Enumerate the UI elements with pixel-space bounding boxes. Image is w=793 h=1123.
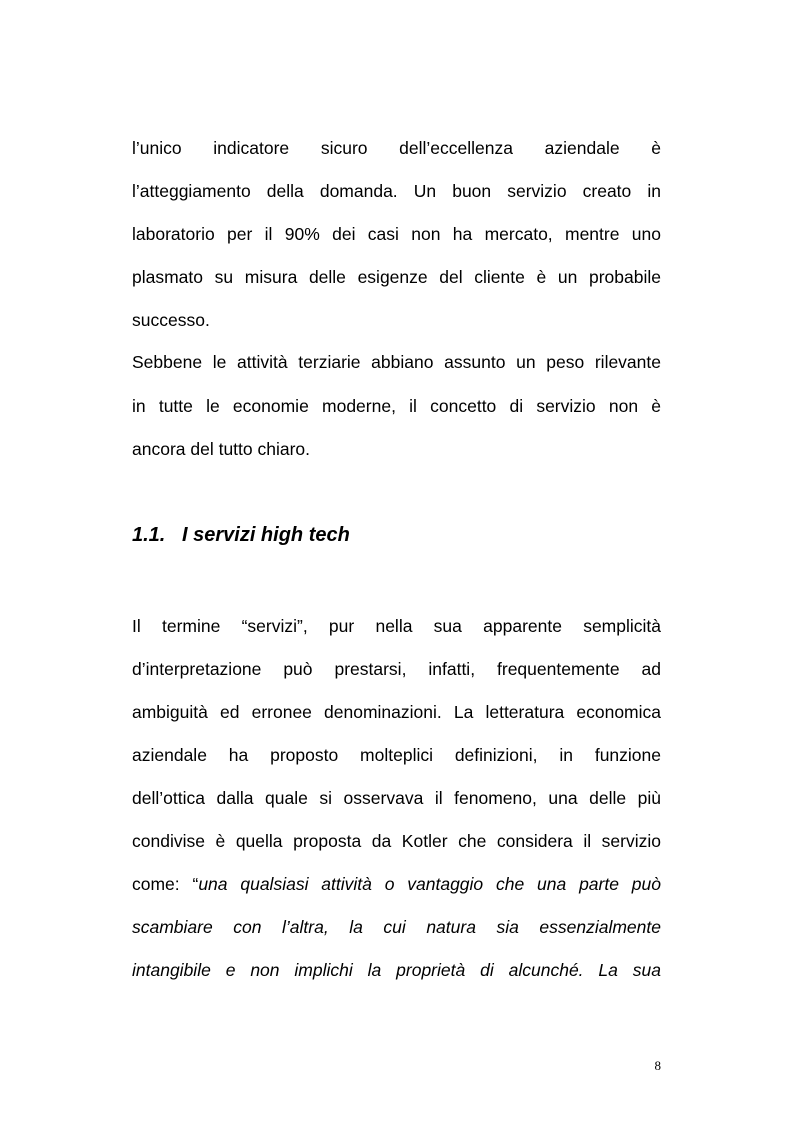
quote-text: una qualsiasi attività o vantaggio che una parte può [198, 874, 661, 894]
quote-intro: come: “ [132, 874, 199, 894]
text-line: Il termine “servizi”, pur nella sua apparente semplicità [132, 616, 661, 636]
section-number: 1.1. [132, 524, 166, 546]
section-heading [132, 522, 350, 548]
section-title: I servizi high tech [182, 524, 350, 546]
text-line: aziendale ha proposto molteplici definizioni, in funzione [132, 745, 661, 765]
text-line: laboratorio per il 90% dei casi non ha mercato, mentre uno [132, 224, 661, 244]
text-line: l’unico indicatore sicuro dell’eccellenza aziendale è [132, 138, 661, 158]
text-line [132, 872, 661, 896]
text-line: ancora del tutto chiaro. [132, 439, 311, 459]
text-line: plasmato su misura delle esigenze del cliente è un probabile [132, 267, 661, 287]
page-number: 8 [654, 1058, 661, 1073]
text-line: l’atteggiamento della domanda. Un buon servizio creato in [132, 181, 661, 201]
text-line: d’interpretazione può prestarsi, infatti, frequentemente ad [132, 659, 661, 679]
text-line: Sebbene le attività terziarie abbiano assunto un peso rilevante [132, 352, 661, 372]
text-line: ambiguità ed erronee denominazioni. La letteratura economica [132, 702, 661, 722]
quote-line: intangibile e non implichi la proprietà di alcunché. La sua [132, 960, 661, 980]
text-line: dell’ottica dalla quale si osservava il fenomeno, una delle più [132, 788, 661, 808]
text-line: in tutte le economie moderne, il concetto di servizio non è [132, 396, 661, 416]
text-line: condivise è quella proposta da Kotler che considera il servizio [132, 831, 661, 851]
text-line: successo. [132, 310, 210, 330]
quote-line: scambiare con l’altra, la cui natura sia essenzialmente [132, 917, 661, 937]
